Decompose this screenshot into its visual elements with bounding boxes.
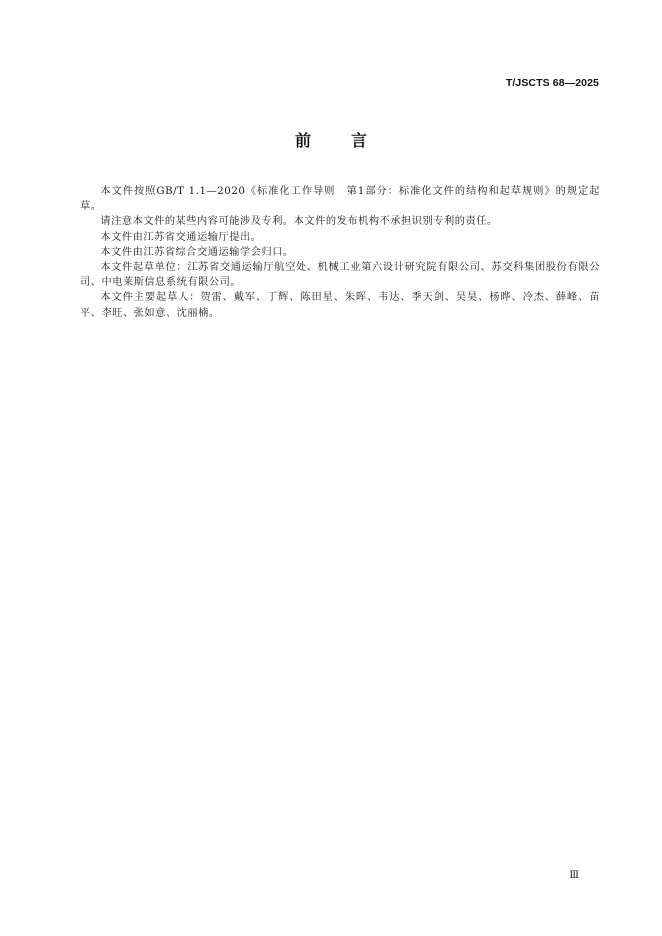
page-number: Ⅲ bbox=[569, 870, 579, 881]
paragraph-centralized-unit: 本文件由江苏省综合交通运输学会归口。 bbox=[100, 246, 294, 258]
paragraph-proposer: 本文件由江苏省交通运输厅提出。 bbox=[100, 231, 262, 243]
title-char-2: 言 bbox=[351, 131, 368, 150]
page-title bbox=[0, 128, 662, 151]
document-code: T/JSCTS 68—2025 bbox=[505, 77, 599, 89]
foreword-body bbox=[80, 184, 600, 321]
paragraph-patent-notice: 请注意本文件的某些内容可能涉及专利。本文件的发布机构不承担识别专利的责任。 bbox=[100, 216, 498, 228]
paragraph-drafters: 本文件主要起草人：贺雷、戴军、丁辉、陈田星、朱晖、韦达、季天剑、吴昊、杨晔、冷杰、薛峰、苗平、李旺、张如意、沈丽楠。 bbox=[80, 292, 600, 319]
title-char-1: 前 bbox=[294, 131, 311, 150]
paragraph-drafting-rules: 本文件按照GB/T 1.1—2020《标准化工作导则 第1部分：标准化文件的结构和起草规则》的规定起草。 bbox=[80, 186, 600, 213]
paragraph-drafting-units: 本文件起草单位：江苏省交通运输厅航空处、机械工业第六设计研究院有限公司、苏交科集团股份有限公司、中电莱斯信息系统有限公司。 bbox=[80, 262, 600, 289]
